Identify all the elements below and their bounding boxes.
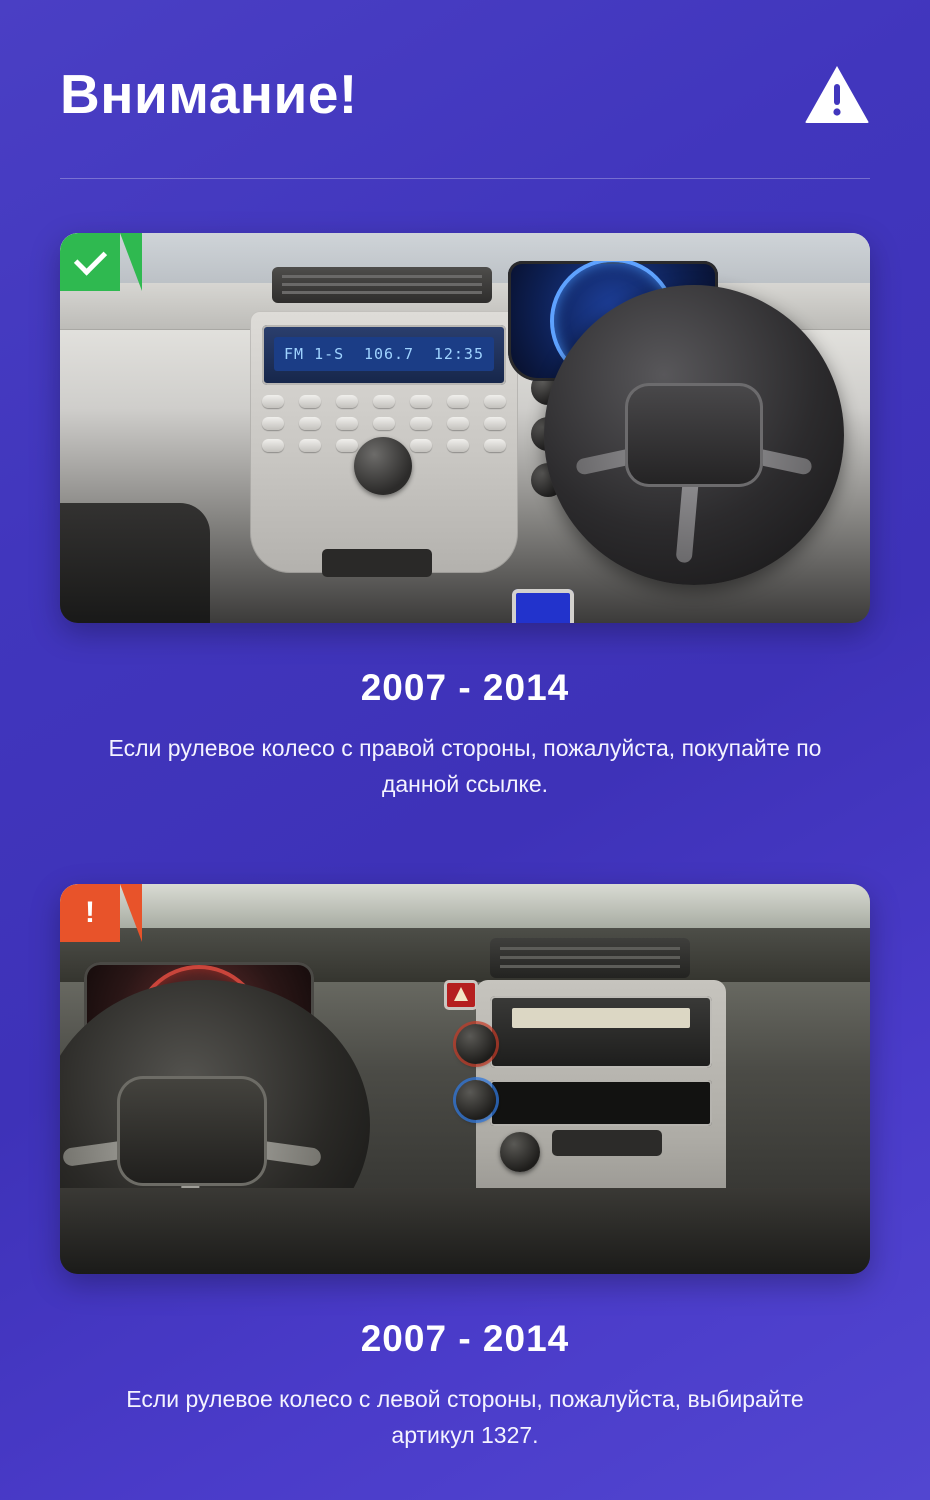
hazard-button-left <box>444 980 478 1010</box>
status-badge-ok <box>60 233 120 291</box>
fan-knob <box>456 1080 496 1120</box>
page-title: Внимание! <box>60 62 358 125</box>
start-button <box>512 589 574 623</box>
check-icon <box>73 242 106 275</box>
caption-rhd <box>60 623 870 802</box>
description-rhd: Если рулевое колесо с правой стороны, пожалуйста, покупайте по данной ссылке. <box>108 735 822 797</box>
description-lhd: Если рулевое колесо с левой стороны, пожалуйста, выбирайте артикул 1327. <box>126 1386 804 1448</box>
steering-wheel-right <box>544 285 844 585</box>
radio-band: FM 1-S <box>284 345 345 363</box>
radio-display-left <box>512 1008 690 1028</box>
switch-panel <box>322 549 432 577</box>
radio-frequency: 106.7 <box>363 345 415 363</box>
year-range-rhd: 2007 - 2014 <box>360 667 570 708</box>
radio-clock: 12:35 <box>433 345 484 363</box>
lhd-interior-photo <box>60 884 870 1274</box>
ac-button-panel <box>552 1130 662 1156</box>
head-unit <box>262 325 506 385</box>
temperature-knob <box>456 1024 496 1064</box>
card-rhd <box>60 233 870 623</box>
air-vent <box>272 267 492 303</box>
head-unit-left <box>490 996 712 1068</box>
mode-knob <box>500 1132 540 1172</box>
status-badge-warning <box>60 884 120 942</box>
rhd-interior-photo <box>60 233 870 623</box>
warning-triangle-icon <box>804 64 870 124</box>
card-lhd <box>60 884 870 1274</box>
year-range-lhd: 2007 - 2014 <box>360 1318 570 1360</box>
radio-display <box>274 337 494 371</box>
header-divider <box>60 178 870 179</box>
exclamation-icon: ! <box>85 896 95 930</box>
storage-slot <box>490 1080 712 1126</box>
volume-knob <box>354 437 412 495</box>
centre-console <box>250 311 518 573</box>
air-vent-left <box>490 938 690 978</box>
caption-lhd <box>60 1274 870 1453</box>
header <box>60 0 870 178</box>
